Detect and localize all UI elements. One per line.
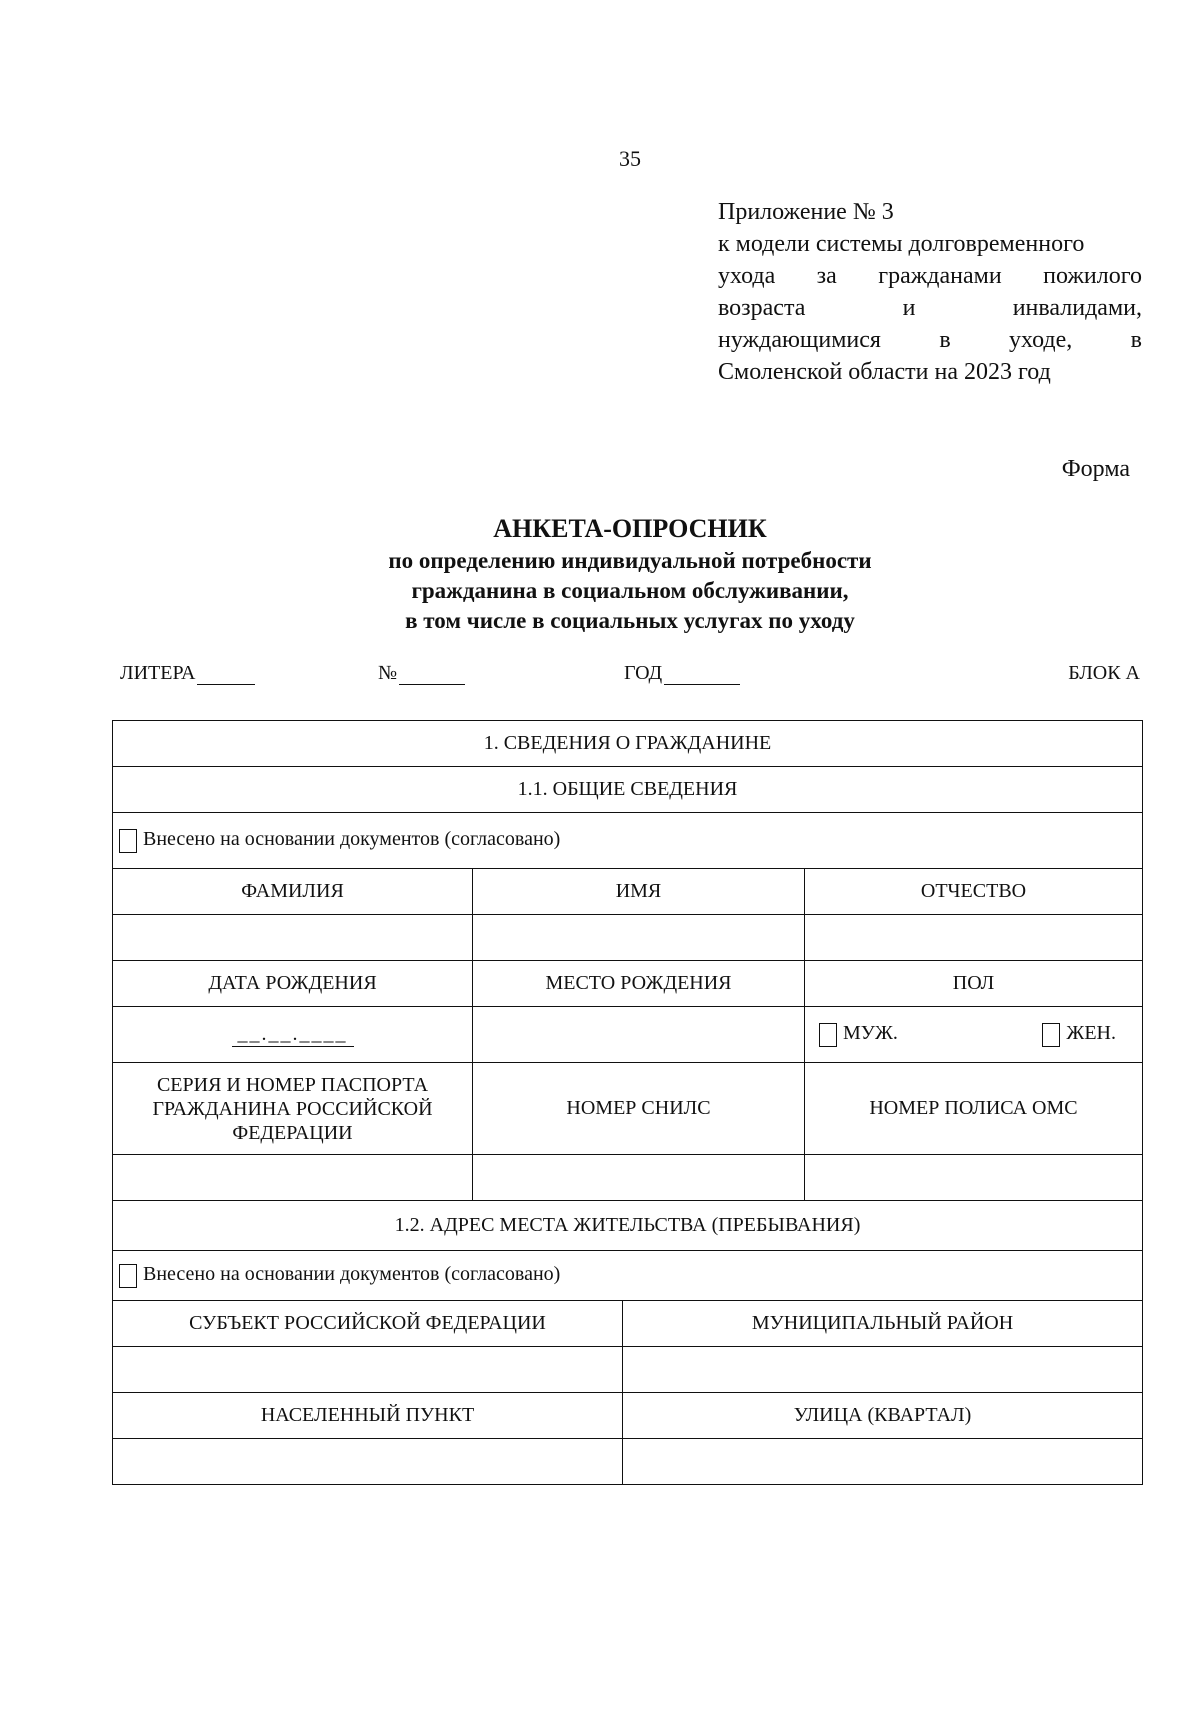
litera-field — [120, 662, 255, 685]
district-header: МУНИЦИПАЛЬНЫЙ РАЙОН — [623, 1301, 1143, 1347]
appendix-word: в — [1130, 327, 1142, 353]
patronymic-header: ОТЧЕСТВО — [805, 869, 1143, 915]
address-confirmed-checkbox[interactable] — [119, 1264, 137, 1288]
name-header: ИМЯ — [473, 869, 805, 915]
sex-header: ПОЛ — [805, 961, 1143, 1007]
title-main: АНКЕТА-ОПРОСНИК — [493, 514, 767, 543]
snils-input[interactable] — [473, 1155, 805, 1201]
birth-place-input[interactable] — [473, 1007, 805, 1063]
snils-header: НОМЕР СНИЛС — [473, 1063, 805, 1155]
appendix-line-1: Приложение № 3 — [718, 199, 894, 225]
sex-female-label: ЖЕН. — [1066, 1022, 1116, 1045]
appendix-word: инвалидами, — [1012, 295, 1142, 321]
general-confirmed-label: Внесено на основании документов (согласовано) — [143, 828, 561, 851]
year-field — [624, 662, 740, 685]
appendix-word: возраста — [718, 295, 806, 321]
passport-header: СЕРИЯ И НОМЕР ПАСПОРТА ГРАЖДАНИНА РОССИЙСКОЙ ФЕДЕРАЦИИ — [113, 1063, 473, 1155]
passport-input[interactable] — [113, 1155, 473, 1201]
surname-input[interactable] — [113, 915, 473, 961]
sex-male-option[interactable] — [819, 1022, 898, 1046]
appendix-word: уходе, — [1009, 327, 1073, 353]
title-sub-2: гражданина в социальном обслуживании, — [411, 578, 849, 603]
year-label: ГОД — [624, 662, 663, 684]
locality-header: НАСЕЛЕННЫЙ ПУНКТ — [113, 1393, 623, 1439]
locality-input[interactable] — [113, 1439, 623, 1485]
appendix-line-6: Смоленской области на 2023 год — [718, 359, 1051, 385]
address-confirmed-row — [113, 1251, 1143, 1301]
appendix-word: в — [939, 327, 951, 353]
appendix-word: гражданами — [878, 263, 1002, 289]
number-field — [378, 662, 465, 685]
page-number: 35 — [619, 146, 641, 171]
sex-male-label: МУЖ. — [843, 1022, 898, 1045]
appendix-word: за — [816, 263, 837, 289]
region-header: СУБЪЕКТ РОССИЙСКОЙ ФЕДЕРАЦИИ — [113, 1301, 623, 1347]
patronymic-input[interactable] — [805, 915, 1143, 961]
appendix-header — [718, 196, 1142, 388]
region-input[interactable] — [113, 1347, 623, 1393]
name-input[interactable] — [473, 915, 805, 961]
year-blank[interactable] — [664, 664, 740, 685]
appendix-line-4 — [718, 292, 1142, 324]
form-label: Форма — [1061, 456, 1130, 482]
title-sub-3: в том числе в социальных услугах по уходу — [405, 608, 855, 633]
general-confirmed-row — [113, 813, 1143, 869]
sex-male-checkbox[interactable] — [819, 1023, 837, 1047]
block-label: БЛОК А — [1068, 662, 1140, 684]
section-1-title: 1. СВЕДЕНИЯ О ГРАЖДАНИНЕ — [113, 721, 1143, 767]
litera-label: ЛИТЕРА — [120, 662, 196, 684]
appendix-word: и — [902, 295, 916, 321]
street-input[interactable] — [623, 1439, 1143, 1485]
birth-place-header: МЕСТО РОЖДЕНИЯ — [473, 961, 805, 1007]
oms-input[interactable] — [805, 1155, 1143, 1201]
meta-row — [120, 662, 1140, 692]
oms-header: НОМЕР ПОЛИСА ОМС — [805, 1063, 1143, 1155]
appendix-line-2: к модели системы долговременного — [718, 231, 1085, 257]
appendix-word: ухода — [718, 263, 776, 289]
section-1-1-title: 1.1. ОБЩИЕ СВЕДЕНИЯ — [113, 767, 1143, 813]
sex-female-checkbox[interactable] — [1042, 1023, 1060, 1047]
number-blank[interactable] — [399, 664, 465, 685]
sex-female-option[interactable] — [1042, 1022, 1116, 1046]
appendix-line-5 — [718, 324, 1142, 356]
birth-date-input[interactable] — [113, 1007, 473, 1063]
litera-blank[interactable] — [197, 664, 255, 685]
appendix-word: пожилого — [1043, 263, 1142, 289]
district-input[interactable] — [623, 1347, 1143, 1393]
street-header: УЛИЦА (КВАРТАЛ) — [623, 1393, 1143, 1439]
address-confirmed-label: Внесено на основании документов (согласовано) — [143, 1263, 561, 1286]
appendix-line-3 — [718, 260, 1142, 292]
birth-date-header: ДАТА РОЖДЕНИЯ — [113, 961, 473, 1007]
appendix-word: нуждающимися — [718, 327, 881, 353]
birth-date-placeholder: __.__.____ — [232, 1023, 354, 1047]
citizen-form-table — [112, 720, 1143, 1485]
sex-options — [805, 1007, 1143, 1063]
document-title — [250, 512, 1010, 636]
number-label: № — [378, 662, 398, 684]
section-1-2-title: 1.2. АДРЕС МЕСТА ЖИТЕЛЬСТВА (ПРЕБЫВАНИЯ) — [113, 1201, 1143, 1251]
title-sub-1: по определению индивидуальной потребности — [388, 548, 872, 573]
general-confirmed-checkbox[interactable] — [119, 829, 137, 853]
surname-header: ФАМИЛИЯ — [113, 869, 473, 915]
